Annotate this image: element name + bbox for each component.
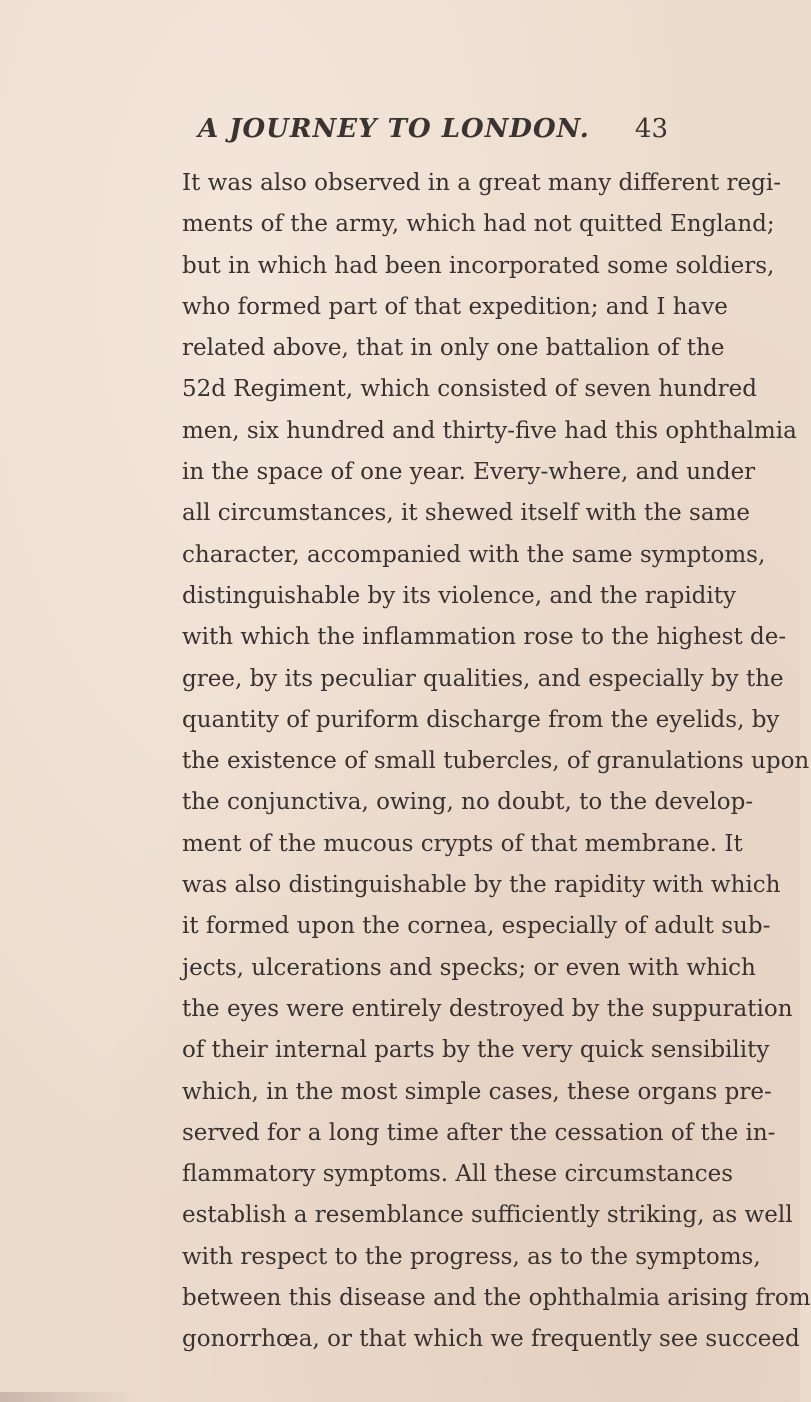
body-text (182, 163, 811, 1361)
text-line: gonorrhœa, or that which we frequently see succeed (182, 1326, 800, 1353)
text-line: who formed part of that expedition; and I have (182, 293, 728, 320)
text-line: men, six hundred and thirty-five had this ophthalmia (182, 417, 797, 444)
text-line: was also distinguishable by the rapidity with which (182, 872, 781, 899)
page-number: 43 (634, 114, 668, 144)
text-line: which, in the most simple cases, these organs pre- (182, 1078, 772, 1105)
text-line: 52d Regiment, which consisted of seven hundred (182, 376, 757, 403)
text-line: in the space of one year. Every-where, and under (182, 459, 756, 486)
text-line: between this disease and the ophthalmia arising from (182, 1285, 811, 1312)
text-line: ment of the mucous crypts of that membrane. It (182, 830, 743, 857)
text-line: the eyes were entirely destroyed by the suppuration (182, 995, 793, 1022)
text-line: flammatory symptoms. All these circumstances (182, 1161, 734, 1188)
running-title: A JOURNEY TO LONDON. (198, 114, 590, 144)
text-line: jects, ulcerations and specks; or even with which (182, 954, 756, 981)
text-line: it formed upon the cornea, especially of adult sub- (182, 913, 771, 940)
page-edge-smudge (0, 1392, 140, 1402)
text-line: gree, by its peculiar qualities, and especially by the (182, 665, 784, 692)
text-line: distinguishable by its violence, and the rapidity (182, 582, 736, 609)
text-line: the conjunctiva, owing, no doubt, to the develop- (182, 789, 754, 816)
text-line: It was also observed in a great many different regi- (182, 170, 781, 196)
text-line: with which the inflammation rose to the highest de- (182, 624, 787, 651)
text-line: of their internal parts by the very quick sensibility (182, 1037, 770, 1064)
text-line: served for a long time after the cessation of the in- (182, 1119, 776, 1146)
text-line: all circumstances, it shewed itself with the same (182, 500, 750, 527)
text-line: character, accompanied with the same symptoms, (182, 541, 766, 568)
text-line: related above, that in only one battalion of the (182, 335, 725, 362)
text-line: but in which had been incorporated some soldiers, (182, 252, 775, 279)
text-line: the existence of small tubercles, of granulations upon (182, 748, 810, 775)
running-head (198, 114, 668, 154)
text-line: quantity of puriform discharge from the eyelids, by (182, 706, 780, 733)
text-line: ments of the army, which had not quitted England; (182, 211, 775, 238)
text-line: with respect to the progress, as to the symptoms, (182, 1243, 761, 1270)
text-line: establish a resemblance sufficiently striking, as well (182, 1202, 793, 1229)
